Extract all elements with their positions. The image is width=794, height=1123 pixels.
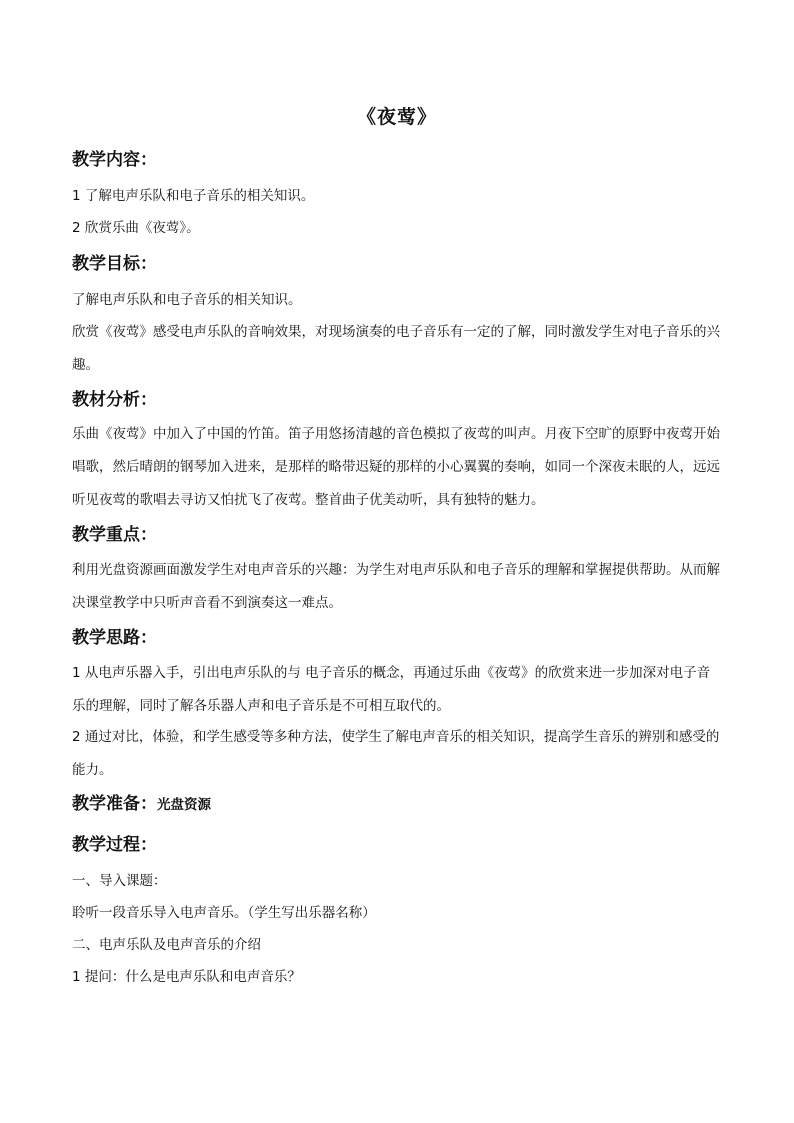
content-line-1: 1 了解电声乐队和电子音乐的相关知识。	[72, 188, 315, 204]
process-line-4: 1 提问：什么是电声乐队和电声音乐？	[72, 969, 301, 985]
heading-teaching-process: 教学过程：	[72, 835, 157, 855]
analysis-paragraph: 乐曲《夜莺》中加入了中国的竹笛。笛子用悠扬清越的音色模拟了夜莺的叫声。月夜下空旷的原野中夜莺开始唱歌，然后晴朗的钢琴加入进来，是那样的略带迟疑的那样的小心翼翼的奏响，如同一个深夜未眠的人，远远听见夜莺的歌唱去寻访又怕扰飞了夜莺。整首曲子优美动听，具有独特的魅力。	[72, 426, 720, 508]
process-line-2: 聆听一段音乐导入电声音乐。（学生写出乐器名称）	[72, 905, 376, 921]
heading-teaching-ideas: 教学思路：	[72, 628, 157, 648]
heading-teaching-goals: 教学目标：	[72, 254, 157, 274]
goals-line-2: 欣赏《夜莺》感受电声乐队的音响效果，对现场演奏的电子音乐有一定的了解，同时激发学生对电子音乐的兴趣。	[72, 324, 720, 373]
heading-teaching-focus: 教学重点：	[72, 525, 157, 545]
prep-text: 光盘资源	[157, 797, 211, 813]
document-title: 《夜莺》	[356, 106, 437, 128]
content-line-2: 2 欣赏乐曲《夜莺》。	[72, 220, 200, 236]
heading-teaching-content: 教学内容：	[72, 150, 157, 170]
ideas-line-2: 2 通过对比，体验，和学生感受等多种方法，使学生了解电声音乐的相关知识，提高学生音乐的辨别和感受的能力。	[72, 729, 720, 778]
focus-paragraph: 利用光盘资源画面激发学生对电声音乐的兴趣：为学生对电声乐队和电子音乐的理解和掌握提供帮助。从而解决课堂教学中只听声音看不到演奏这一难点。	[72, 562, 720, 611]
process-line-3: 二、电声乐队及电声音乐的介绍	[72, 937, 261, 953]
ideas-line-1: 1 从电声乐器入手，引出电声乐队的与 电子音乐的概念，再通过乐曲《夜莺》的欣赏来进一步加深对电子音乐的理解，同时了解各乐器人声和电子音乐是不可相互取代的。	[72, 665, 711, 714]
process-line-1: 一、导入课题：	[72, 873, 167, 889]
goals-line-1: 了解电声乐队和电子音乐的相关知识。	[72, 292, 302, 308]
teaching-prep-row	[72, 792, 211, 817]
heading-teaching-prep: 教学准备：	[72, 794, 157, 814]
heading-material-analysis: 教材分析：	[72, 390, 157, 410]
